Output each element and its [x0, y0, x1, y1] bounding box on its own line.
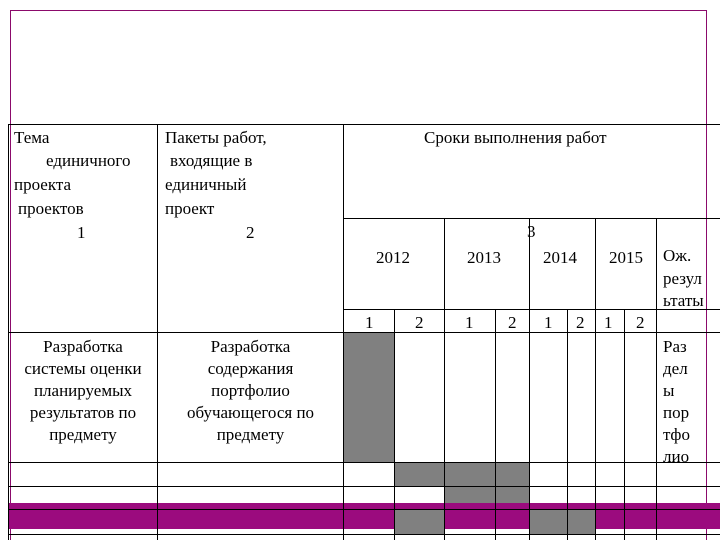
row1-package-line3: портфолио	[211, 381, 290, 400]
row1-package-line5: предмету	[216, 425, 285, 444]
gantt-bar-row4b-over	[529, 510, 596, 529]
header-topic-line1: Тема	[14, 128, 50, 147]
header-schedule-title: Сроки выполнения работ	[424, 128, 607, 147]
half-year-label: 1	[465, 313, 474, 332]
line-row4	[8, 509, 720, 510]
half-year-label: 2	[576, 313, 585, 332]
header-package-line4: проект	[165, 199, 215, 218]
row1-package-line1: Разработка	[210, 337, 291, 356]
row1-topic-line3: планируемых	[33, 381, 133, 400]
gantt-bar-row4a-over	[395, 510, 445, 529]
line-under-title	[344, 218, 720, 219]
col-sep-2013	[444, 218, 445, 540]
half-sep-2015	[624, 309, 625, 540]
year-2013: 2013	[467, 248, 501, 267]
half-year-label: 1	[365, 313, 374, 332]
results-header-line2: резул	[663, 269, 702, 288]
header-package-line2: входящие в	[170, 151, 253, 170]
header-topic-line4: проектов	[18, 199, 84, 218]
year-2012: 2012	[376, 248, 410, 267]
row1-result-line2: дел	[663, 359, 688, 378]
col-sep-results	[656, 218, 657, 540]
table-top-border	[8, 124, 720, 125]
header-col2-number: 2	[246, 223, 255, 242]
row1-result-line4: пор	[663, 403, 690, 422]
col-sep-2014	[529, 218, 530, 540]
col-sep-2	[343, 124, 344, 540]
header-package-line3: единичный	[165, 175, 247, 194]
row1-result-line6: лио	[663, 447, 690, 466]
line-under-header	[8, 332, 720, 333]
highlight-band	[8, 503, 720, 529]
year-2015: 2015	[609, 248, 643, 267]
row1-topic-line5: предмету	[49, 425, 117, 444]
gantt-bar-row1	[344, 333, 395, 463]
results-header-line1: Ож.	[663, 246, 692, 265]
year-2014: 2014	[543, 248, 577, 267]
header-topic-line2: единичного	[46, 151, 131, 170]
results-header-line3: ьтаты	[663, 291, 704, 310]
half-year-label: 2	[415, 313, 424, 332]
line-row3	[8, 486, 720, 487]
row1-topic-line4: результатов по	[29, 403, 137, 422]
header-topic-line3: проекта	[14, 175, 72, 194]
gantt-bar-row2	[395, 463, 529, 487]
half-sep-2013	[495, 309, 496, 540]
header-col1-number: 1	[77, 223, 86, 242]
table-left-border	[8, 124, 9, 540]
col-sep-2015	[595, 218, 596, 540]
frame-left	[10, 10, 11, 540]
half-year-label: 2	[508, 313, 517, 332]
line-row5	[8, 534, 720, 535]
row1-package-line4: обучающегося по	[186, 403, 315, 422]
row1-result-line1: Раз	[663, 337, 687, 356]
half-year-label: 1	[544, 313, 553, 332]
half-year-label: 2	[636, 313, 645, 332]
half-year-label: 1	[604, 313, 613, 332]
row1-result-line5: тфо	[663, 425, 690, 444]
half-sep-2012	[394, 309, 395, 540]
header-col3-number: 3	[527, 222, 536, 241]
row1-result-line3: ы	[663, 381, 675, 400]
row1-topic-line2: системы оценки	[24, 359, 142, 378]
half-sep-2014	[567, 309, 568, 540]
header-package-line1: Пакеты работ,	[165, 128, 267, 147]
row1-topic-line1: Разработка	[43, 337, 123, 356]
line-row2	[8, 462, 720, 463]
frame-right	[706, 10, 707, 540]
col-sep-1	[157, 124, 158, 540]
row1-package-line2: содержания	[207, 359, 294, 378]
frame-top	[10, 10, 707, 11]
